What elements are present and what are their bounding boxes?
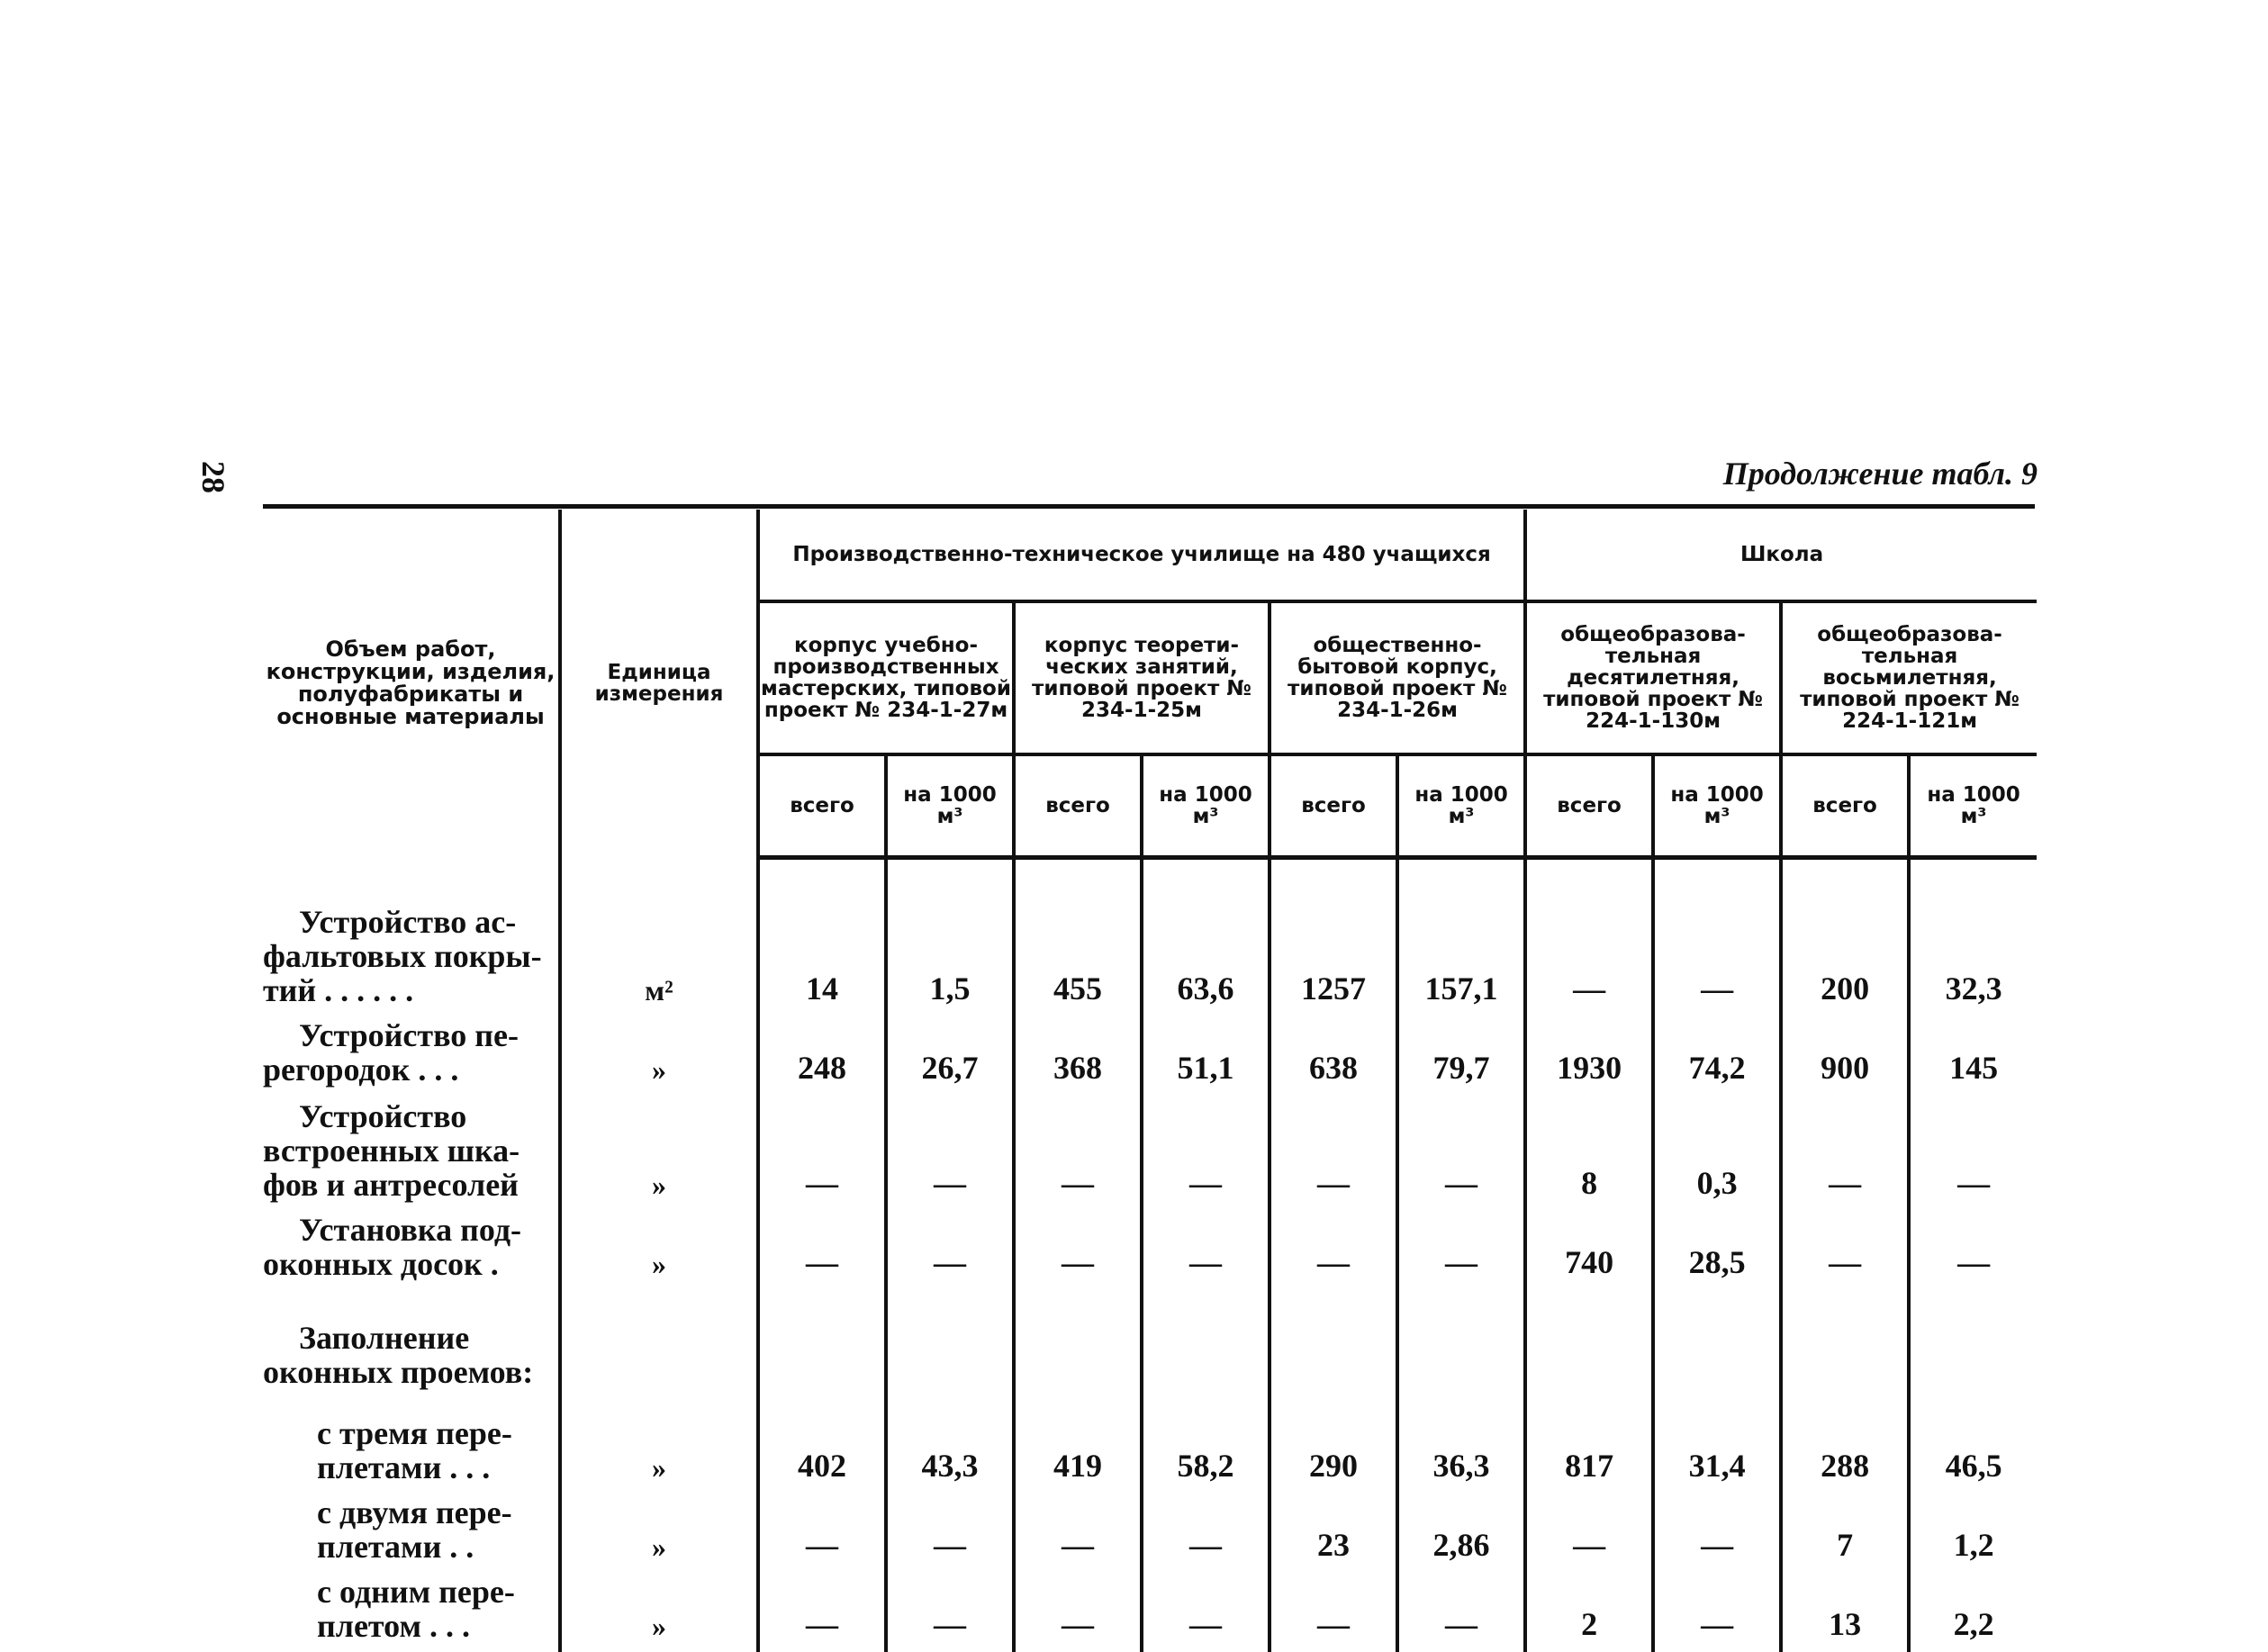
cell-total: 1257 bbox=[1270, 872, 1397, 1016]
body-spacer bbox=[263, 858, 2037, 873]
header-per-1000: на 1000 м³ bbox=[1653, 754, 1781, 858]
header-group-vocational-school: Производственно-техническое училище на 480 учащихся bbox=[758, 510, 1525, 601]
group-label: Заполнение оконных проемов: bbox=[263, 1290, 560, 1389]
header-per-1000: на 1000 м³ bbox=[1397, 754, 1525, 858]
cell-total: — bbox=[1781, 1096, 1909, 1211]
table-body bbox=[263, 858, 2037, 1652]
table-row bbox=[263, 1573, 2037, 1652]
header-total: всего bbox=[1014, 754, 1142, 858]
row-name: Устройство встроенных шкафов и антресолей bbox=[263, 1096, 560, 1211]
header-total: всего bbox=[1270, 754, 1397, 858]
table-row bbox=[263, 1389, 2037, 1494]
row-name: Установка подоконных досок . bbox=[263, 1211, 560, 1290]
cell-total: 2 bbox=[1525, 1573, 1653, 1652]
row-unit: » bbox=[560, 1096, 758, 1211]
header-total: всего bbox=[1525, 754, 1653, 858]
cell-per-1000: 0,3 bbox=[1653, 1096, 1781, 1211]
table-group-row bbox=[263, 1290, 2037, 1389]
cell-total: 288 bbox=[1781, 1389, 1909, 1494]
cell-total: 638 bbox=[1270, 1016, 1397, 1096]
cell-per-1000: 28,5 bbox=[1653, 1211, 1781, 1290]
cell-per-1000: 145 bbox=[1909, 1016, 2037, 1096]
cell-total: 290 bbox=[1270, 1389, 1397, 1494]
cell-total: — bbox=[758, 1494, 886, 1573]
cell-total: — bbox=[1270, 1096, 1397, 1211]
table-row bbox=[263, 1016, 2037, 1096]
cell-per-1000: — bbox=[1142, 1573, 1270, 1652]
cell-total: 248 bbox=[758, 1016, 886, 1096]
cell-per-1000: — bbox=[886, 1494, 1014, 1573]
cell-total: — bbox=[758, 1211, 886, 1290]
header-unit-column: Единица измерения bbox=[560, 510, 758, 858]
cell-per-1000: — bbox=[1653, 1573, 1781, 1652]
header-subgroup-ten-year: общеобразовательная десятилетняя, типовой проект № 224-1-130м bbox=[1525, 601, 1781, 754]
table-row bbox=[263, 872, 2037, 1016]
header-subgroup-theory: корпус теоретических занятий, типовой проект № 234-1-25м bbox=[1014, 601, 1270, 754]
cell-per-1000: 1,5 bbox=[886, 872, 1014, 1016]
header-total: всего bbox=[1781, 754, 1909, 858]
cell-per-1000: 1,2 bbox=[1909, 1494, 2037, 1573]
row-name: Устройство перегородок . . . bbox=[263, 1016, 560, 1096]
cell-per-1000: 58,2 bbox=[1142, 1389, 1270, 1494]
cell-per-1000: 32,3 bbox=[1909, 872, 2037, 1016]
row-name: Устройство асфальтовых покрытий . . . . . . bbox=[263, 872, 560, 1016]
cell-per-1000: 43,3 bbox=[886, 1389, 1014, 1494]
cell-per-1000: 51,1 bbox=[1142, 1016, 1270, 1096]
cell-total: — bbox=[1014, 1494, 1142, 1573]
cell-per-1000: 31,4 bbox=[1653, 1389, 1781, 1494]
cell-total: — bbox=[1014, 1096, 1142, 1211]
cell-total: — bbox=[1014, 1211, 1142, 1290]
cell-total: — bbox=[758, 1573, 886, 1652]
materials-table bbox=[263, 510, 2037, 1652]
cell-total: — bbox=[758, 1096, 886, 1211]
cell-total: 1930 bbox=[1525, 1016, 1653, 1096]
cell-per-1000: — bbox=[1397, 1211, 1525, 1290]
header-per-1000: на 1000 м³ bbox=[1142, 754, 1270, 858]
cell-total: 14 bbox=[758, 872, 886, 1016]
cell-per-1000: 63,6 bbox=[1142, 872, 1270, 1016]
header-subgroup-workshops: корпус учебно-производственных мастерских, типовой проект № 234-1-27м bbox=[758, 601, 1014, 754]
cell-total: — bbox=[1525, 872, 1653, 1016]
header-total: всего bbox=[758, 754, 886, 858]
top-rule bbox=[263, 504, 2035, 509]
header-name-column: Объем работ, конструкции, изделия, полуфабрикаты и основные материалы bbox=[263, 510, 560, 858]
row-unit: » bbox=[560, 1573, 758, 1652]
cell-per-1000: — bbox=[1397, 1096, 1525, 1211]
cell-per-1000: — bbox=[1397, 1573, 1525, 1652]
cell-total: 817 bbox=[1525, 1389, 1653, 1494]
row-name: с тремя переплетами . . . bbox=[263, 1389, 560, 1494]
cell-total: — bbox=[1781, 1211, 1909, 1290]
cell-per-1000: 2,2 bbox=[1909, 1573, 2037, 1652]
row-name: с одним переплетом . . . bbox=[263, 1573, 560, 1652]
cell-per-1000: — bbox=[1142, 1096, 1270, 1211]
cell-total: — bbox=[1014, 1573, 1142, 1652]
table-row bbox=[263, 1494, 2037, 1573]
cell-per-1000: 2,86 bbox=[1397, 1494, 1525, 1573]
cell-per-1000: — bbox=[1142, 1494, 1270, 1573]
cell-per-1000: 74,2 bbox=[1653, 1016, 1781, 1096]
row-unit: » bbox=[560, 1494, 758, 1573]
table-header bbox=[263, 510, 2037, 858]
table-caption: Продолжение табл. 9 bbox=[1723, 455, 2038, 492]
cell-per-1000: — bbox=[886, 1573, 1014, 1652]
header-per-1000: на 1000 м³ bbox=[886, 754, 1014, 858]
header-per-1000: на 1000 м³ bbox=[1909, 754, 2037, 858]
table-row bbox=[263, 1096, 2037, 1211]
cell-per-1000: 79,7 bbox=[1397, 1016, 1525, 1096]
row-unit: » bbox=[560, 1389, 758, 1494]
cell-total: 8 bbox=[1525, 1096, 1653, 1211]
row-unit: » bbox=[560, 1016, 758, 1096]
header-subgroup-eight-year: общеобразовательная восьмилетняя, типовой проект № 224-1-121м bbox=[1781, 601, 2037, 754]
cell-per-1000: — bbox=[1909, 1096, 2037, 1211]
cell-total: 402 bbox=[758, 1389, 886, 1494]
row-unit: м² bbox=[560, 872, 758, 1016]
row-unit: » bbox=[560, 1211, 758, 1290]
cell-per-1000: 46,5 bbox=[1909, 1389, 2037, 1494]
table-row bbox=[263, 1211, 2037, 1290]
page-number: 28 bbox=[194, 461, 232, 493]
cell-per-1000: 157,1 bbox=[1397, 872, 1525, 1016]
cell-total: 900 bbox=[1781, 1016, 1909, 1096]
cell-total: 23 bbox=[1270, 1494, 1397, 1573]
cell-total: 7 bbox=[1781, 1494, 1909, 1573]
cell-per-1000: — bbox=[1653, 872, 1781, 1016]
row-name: с двумя переплетами . . bbox=[263, 1494, 560, 1573]
cell-total: 13 bbox=[1781, 1573, 1909, 1652]
header-subgroup-public: общественно-бытовой корпус, типовой проект № 234-1-26м bbox=[1270, 601, 1525, 754]
cell-total: — bbox=[1525, 1494, 1653, 1573]
cell-per-1000: — bbox=[886, 1211, 1014, 1290]
cell-per-1000: — bbox=[1142, 1211, 1270, 1290]
cell-per-1000: — bbox=[1653, 1494, 1781, 1573]
cell-per-1000: — bbox=[1909, 1211, 2037, 1290]
cell-total: — bbox=[1270, 1573, 1397, 1652]
header-group-school: Школа bbox=[1525, 510, 2037, 601]
cell-total: 200 bbox=[1781, 872, 1909, 1016]
cell-total: 740 bbox=[1525, 1211, 1653, 1290]
cell-per-1000: — bbox=[886, 1096, 1014, 1211]
cell-per-1000: 36,3 bbox=[1397, 1389, 1525, 1494]
cell-total: 455 bbox=[1014, 872, 1142, 1016]
cell-total: — bbox=[1270, 1211, 1397, 1290]
cell-total: 368 bbox=[1014, 1016, 1142, 1096]
cell-total: 419 bbox=[1014, 1389, 1142, 1494]
cell-per-1000: 26,7 bbox=[886, 1016, 1014, 1096]
